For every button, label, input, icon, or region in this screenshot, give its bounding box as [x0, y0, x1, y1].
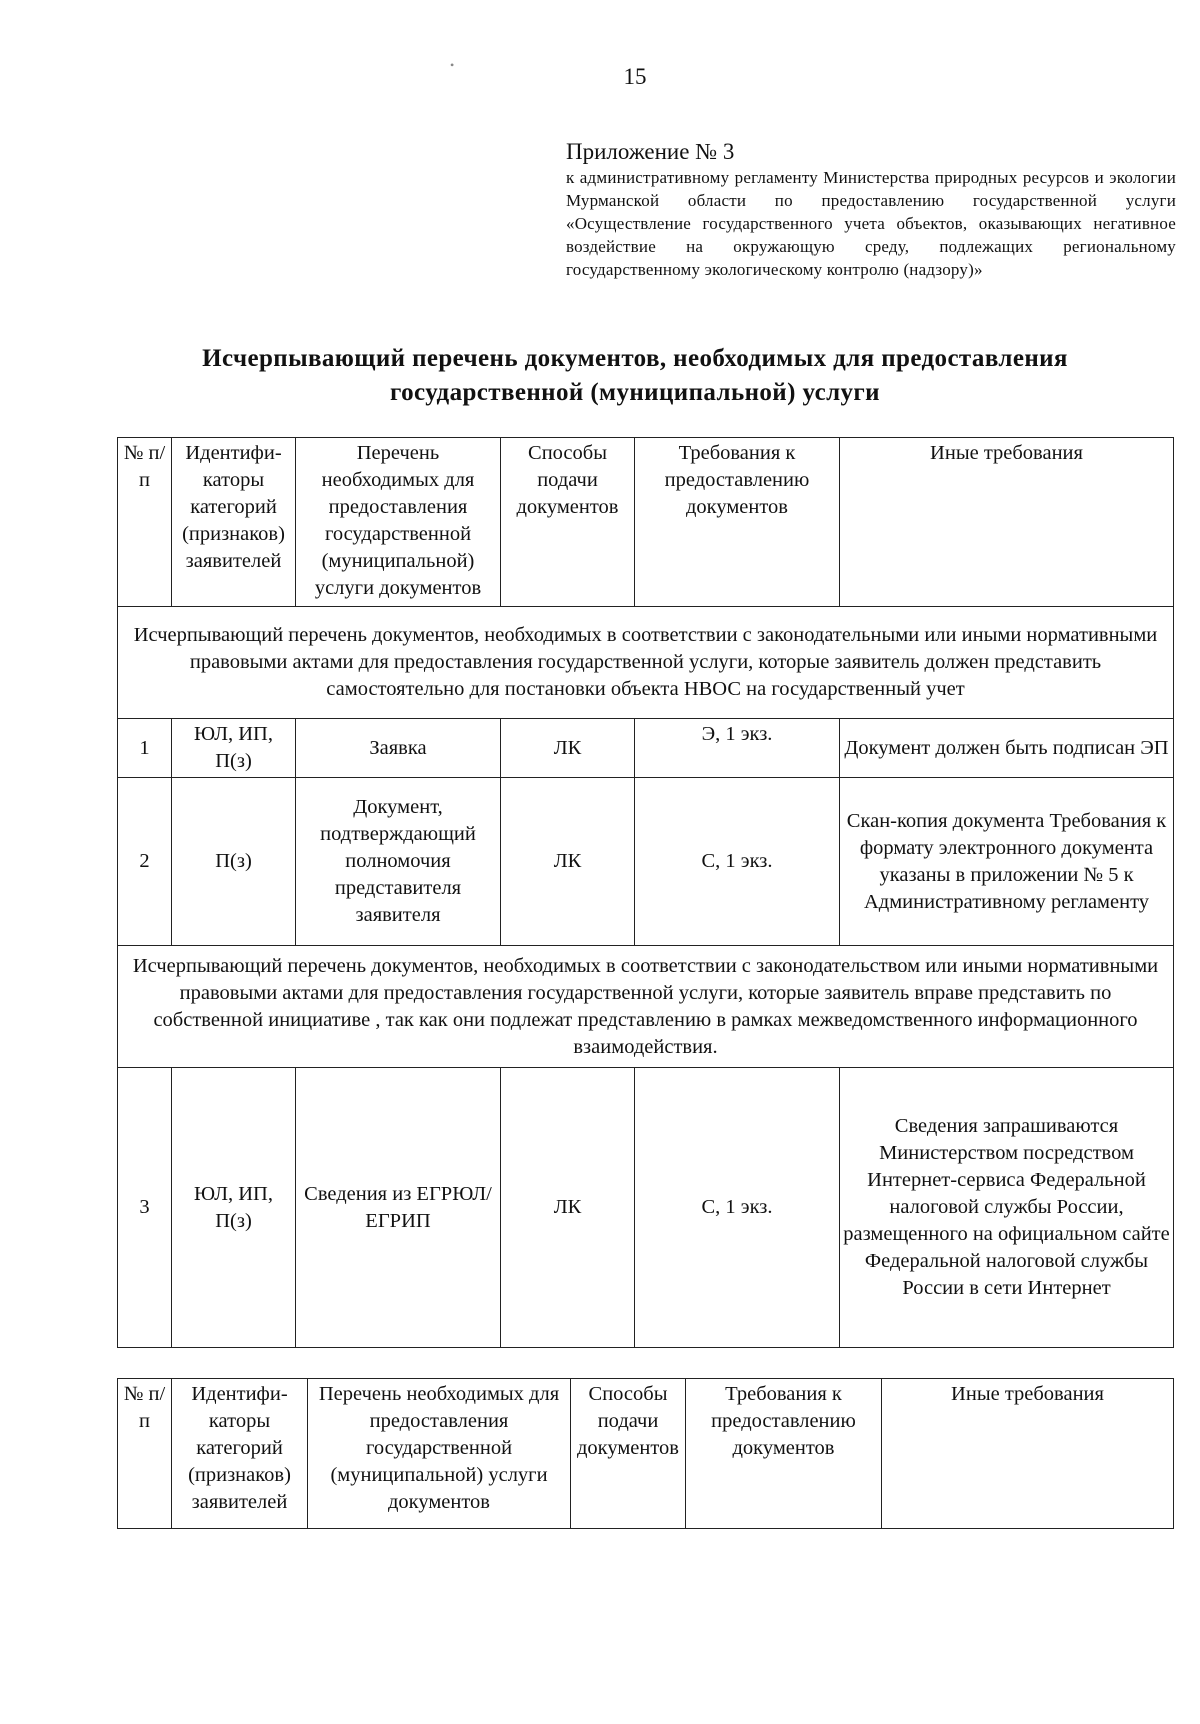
row1-other: Документ должен быть подписан ЭП — [840, 719, 1174, 778]
header-documents: Перечень необходимых для предоставления государственной (муниципальной) услуги документов — [296, 438, 501, 607]
document-title-line1: Исчерпывающий перечень документов, необходимых для предоставления — [202, 345, 1068, 372]
document-title-line2: государственной (муниципальной) услуги — [390, 379, 880, 406]
row1-identifiers: ЮЛ, ИП, П(з) — [172, 719, 296, 778]
header-requirements: Требования к предоставлению документов — [686, 1379, 882, 1529]
header-methods: Способы подачи документов — [571, 1379, 686, 1529]
header-identifiers: Идентифи-каторы категорий (признаков) заявителей — [172, 1379, 308, 1529]
row2-requirements: С, 1 экз. — [635, 778, 840, 946]
row2-method: ЛК — [501, 778, 635, 946]
header-num: № п/п — [118, 1379, 172, 1529]
table-header-row — [118, 438, 1174, 607]
header-other: Иные требования — [882, 1379, 1174, 1529]
header-other: Иные требования — [840, 438, 1174, 607]
appendix-text: к административному регламенту Министерства природных ресурсов и экологии Мурманской области по предоставлению государственной услуги «Осуществление государственного учета объектов, оказывающих негативное воздействие на окружающую среду, подлежащих региональному государственному экологическому контролю (надзору)» — [566, 168, 1176, 279]
header-identifiers: Идентифи-каторы категорий (признаков) заявителей — [172, 438, 296, 607]
documents-table — [117, 437, 1174, 1348]
row2-document: Документ, подтверждающий полномочия представителя заявителя — [296, 778, 501, 946]
row3-num: 3 — [118, 1068, 172, 1348]
row2-identifiers: П(з) — [172, 778, 296, 946]
row3-requirements: С, 1 экз. — [635, 1068, 840, 1348]
appendix-title: Приложение № 3 — [566, 139, 735, 164]
row3-method: ЛК — [501, 1068, 635, 1348]
row2-num: 2 — [118, 778, 172, 946]
row1-num: 1 — [118, 719, 172, 778]
row3-identifiers: ЮЛ, ИП, П(з) — [172, 1068, 296, 1348]
row3-document: Сведения из ЕГРЮЛ/ЕГРИП — [296, 1068, 501, 1348]
section-row-2 — [118, 946, 1174, 1068]
scan-speck: • — [450, 58, 455, 72]
table-row — [118, 719, 1174, 778]
row1-document: Заявка — [296, 719, 501, 778]
row3-other: Сведения запрашиваются Министерством посредством Интернет-сервиса Федеральной налоговой службы России, размещенного на официальном сайте Федеральной налоговой службы России в сети Интернет — [840, 1068, 1174, 1348]
section-row-1 — [118, 607, 1174, 719]
section-2-text: Исчерпывающий перечень документов, необходимых в соответствии с законодательством или иными нормативными правовыми актами для предоставления государственной услуги, которые заявитель вправе представить по собственной инициативе , так как они подлежат представлению в рамках межведомственного информационного взаимодействия. — [118, 946, 1174, 1068]
header-documents: Перечень необходимых для предоставления государственной (муниципальной) услуги документов — [308, 1379, 571, 1529]
row1-method: ЛК — [501, 719, 635, 778]
section-1-text: Исчерпывающий перечень документов, необходимых в соответствии с законодательными или иными нормативными правовыми актами для предоставления государственной услуги, которые заявитель должен представить самостоятельно для постановки объекта НВОС на государственный учет — [118, 607, 1174, 719]
row1-requirements: Э, 1 экз. — [635, 719, 840, 778]
table-row — [118, 778, 1174, 946]
appendix-block — [566, 138, 1176, 281]
table-row — [118, 1068, 1174, 1348]
header-requirements: Требования к предоставлению документов — [635, 438, 840, 607]
header-num: № п/п — [118, 438, 172, 607]
header-methods: Способы подачи документов — [501, 438, 635, 607]
row2-other: Скан-копия документа Требования к формату электронного документа указаны в приложении № 5 к Административному регламенту — [840, 778, 1174, 946]
page-number: 15 — [623, 64, 647, 89]
continuation-table — [117, 1378, 1174, 1529]
document-title — [0, 342, 1200, 410]
continuation-header-row — [118, 1379, 1174, 1529]
